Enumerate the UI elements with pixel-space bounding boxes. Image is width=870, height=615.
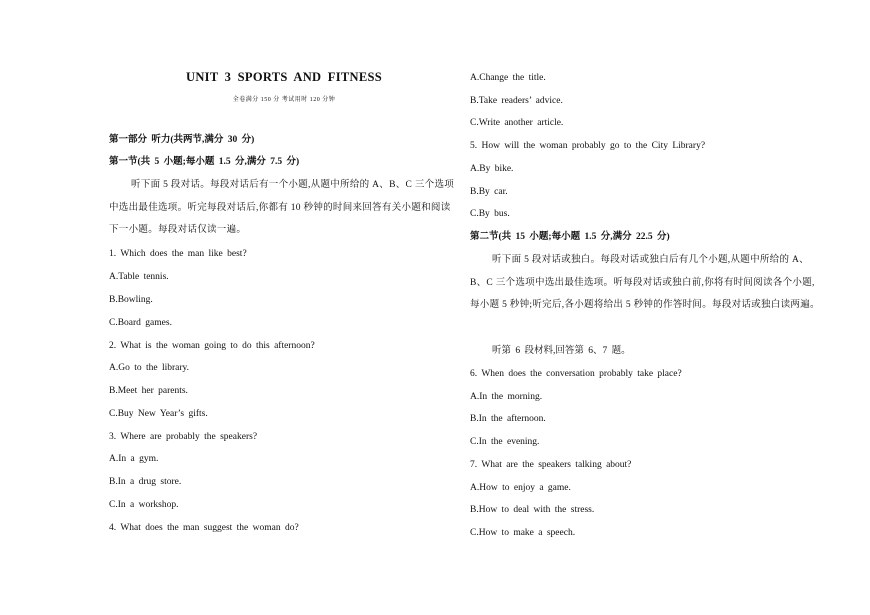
option-4c: C.Write another article. (470, 118, 564, 128)
option-6c: C.In the evening. (470, 437, 540, 447)
option-1b: B.Bowling. (109, 295, 153, 305)
option-2a: A.Go to the library. (109, 363, 190, 373)
question-7: 7. What are the speakers talking about? (470, 460, 632, 470)
option-1a: A.Table tennis. (109, 272, 169, 282)
option-6a: A.In the morning. (470, 392, 543, 402)
section-one-instructions: 听下面 5 段对话。每段对话后有一个小题,从题中所给的 A、B、C 三个选项中选出最佳选项。听完每段对话后,你都有 10 秒钟的时间来回答有关小题和阅读下一小题。每段对话仅读一遍。 (109, 180, 455, 236)
option-4b: B.Take readers’ advice. (470, 96, 563, 106)
section-two-instructions: 听下面 5 段对话或独白。每段对话或独白后有几个小题,从题中所给的 A、B、C 三个选项中选出最佳选项。听每段对话或独白前,你将有时间阅读各个小题,每小题 5 秒钟;听完后,各小题将给出 5 秒钟的作答时间。每段对话或独白读两遍。 (470, 255, 820, 311)
question-5: 5. How will the woman probably go to the City Library? (470, 141, 706, 151)
option-3a: A.In a gym. (109, 454, 159, 464)
part-one-heading: 第一部分 听力(共两节,满分 30 分) (109, 135, 255, 145)
option-7b: B.How to deal with the stress. (470, 505, 595, 515)
question-2: 2. What is the woman going to do this afternoon? (109, 341, 315, 351)
option-1c: C.Board games. (109, 318, 172, 328)
option-7a: A.How to enjoy a game. (470, 483, 571, 493)
option-2c: C.Buy New Year’s gifts. (109, 409, 208, 419)
question-3: 3. Where are probably the speakers? (109, 432, 258, 442)
exam-info: 全卷满分 150 分 考试用时 120 分钟 (232, 97, 336, 103)
question-4: 4. What does the man suggest the woman do? (109, 523, 299, 533)
question-1: 1. Which does the man like best? (109, 249, 247, 259)
option-3b: B.In a drug store. (109, 477, 182, 487)
option-6b: B.In the afternoon. (470, 414, 546, 424)
option-3c: C.In a workshop. (109, 500, 179, 510)
option-5b: B.By car. (470, 187, 508, 197)
material-instruction: 听第 6 段材料,回答第 6、7 题。 (492, 346, 631, 356)
option-7c: C.How to make a speech. (470, 528, 576, 538)
option-5c: C.By bus. (470, 209, 510, 219)
option-4a: A.Change the title. (470, 73, 546, 83)
question-6: 6. When does the conversation probably take place? (470, 369, 682, 379)
section-one-heading: 第一节(共 5 小题;每小题 1.5 分,满分 7.5 分) (109, 157, 300, 167)
section-two-heading: 第二节(共 15 小题;每小题 1.5 分,满分 22.5 分) (470, 232, 670, 242)
page-title: UNIT 3 SPORTS AND FITNESS (186, 70, 382, 84)
option-2b: B.Meet her parents. (109, 386, 188, 396)
option-5a: A.By bike. (470, 164, 514, 174)
